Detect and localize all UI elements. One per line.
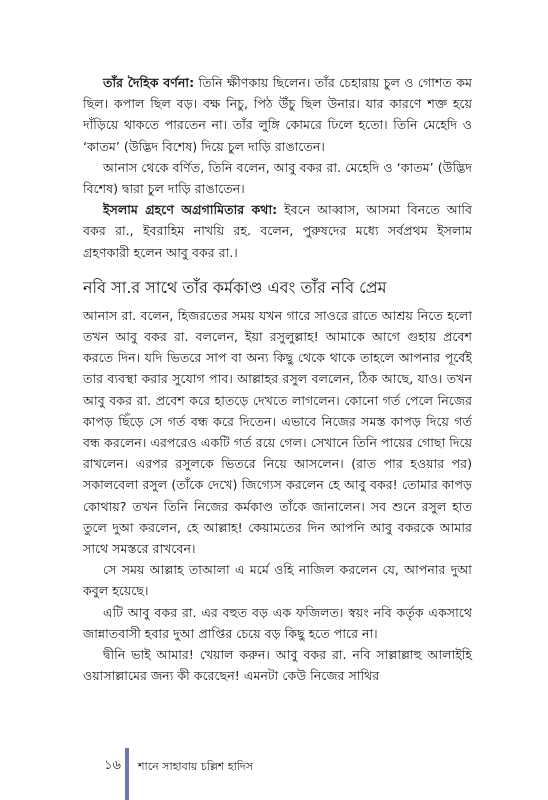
paragraph-cave-story: আনাস রা. বলেন, হিজরতের সময় যখন গারে সাওরে রাতে আশ্রয় নিতে হলো তখন আবু বকর রা. বললেন, ইয়া রসুলুল্লাহ! আমাকে আগে গুহায় প্রবেশ করতে দিন। যদি ভিতরে সাপ বা অন্য কিছু থেকে থাকে তাহলে আপনার পূর্বেই তার ব্যবস্থা করার সুযোগ পাব। আল্লাহর রসুল বললেন, ঠিক আছে, যাও। তখন আবু বকর রা. প্রবেশ করে হাতড়ে দেখতে লাগলেন। কোনো গর্ত পেলে নিজের কাপড় ছিঁড়ে সে গর্ত বন্ধ করে দিতেন। এভাবে নিজের সমস্ত কাপড় দিয়ে গর্ত বন্ধ করলেন। এরপরেও একটি গর্ত রয়ে গেল। সেখানে তিনি পায়ের গোছা দিয়ে রাখলেন। এরপর রসুলকে ভিতরে নিয়ে আসলেন। (রাত পার হওয়ার পর) সকালবেলা রসুল (তাঁকে দেখে) জিগ্যেস করলেন হে আবু বকর! তোমার কাপড় কোথায়? তখন তিনি নিজের কর্মকাণ্ড তাঁকে জানালেন। সব শুনে রসুল হাত তুলে দুআ করলেন, হে আল্লাহ! কেয়ামতের দিন আপনি আবু বকরকে আমার সাথে সমস্তরে রাখবেন। (83, 307, 472, 557)
paragraph-lead-physical-description: তাঁর দৈহিক বর্ণনা: (103, 75, 195, 90)
page-body (83, 72, 472, 686)
page-number: ১৬ (104, 758, 121, 773)
section-heading: নবি সা.র সাথে তাঁর কর্মকাণ্ড এবং তাঁর নবি প্রেম (83, 277, 387, 297)
paragraph-first-to-accept-islam (83, 199, 472, 263)
paragraph-anas-narration: আনাস থেকে বর্ণিত, তিনি বলেন, আবু বকর রা. মেহেদি ও ‘কাতম’ (উদ্ভিদ বিশেষ) দ্বারা চুল দাড়ি রাঙাতেন। (83, 159, 472, 197)
paragraph-physical-description (83, 72, 472, 157)
paragraph-revelation: সে সময় আল্লাহ তাআলা এ মর্মে ওহি নাজিল করলেন যে, আপনার দুআ কবুল হয়েছে। (83, 562, 472, 599)
paragraph-virtue: এটি আবু বকর রা. এর বহুত বড় এক ফজিলত। স্বয়ং নবি কর্তৃক একসাথে জান্নাতবাসী হবার দুআ প্রাপ্তির চেয়ে বড় কিছু হতে পারে না। (83, 604, 472, 641)
running-book-title: শানে সাহাবায় চল্লিশ হাদিস (138, 760, 253, 773)
paragraph-reflection: দ্বীনি ভাই আমার! খেয়াল করুন। আবু বকর রা. নবি সাল্লাল্লাহু আলাইহি ওয়াসাল্লামের জন্য কী করেছেন! এমনটা কেউ নিজের সাথির (83, 647, 472, 684)
paragraph-lead-first-to-accept-islam: ইসলাম গ্রহণে অগ্রগামিতার কথা: (103, 202, 278, 218)
paragraph-text: তিনি ক্ষীণকায় ছিলেন। তাঁর চেহারায় চুল ও গোশত কম ছিল। কপাল ছিল বড়। বক্ষ নিচু, পিঠ উঁচু ছিল উনার। যার কারণে শক্ত হয়ে দাঁড়িয়ে থাকতে পারতেন না। তাঁর লুঙ্গি কোমরে ঢিলে হতো। তিনি মেহেদি ও ‘কাতম’ (উদ্ভিদ বিশেষ) দিয়ে চুল দাড়ি রাঙাতেন। (83, 75, 472, 154)
footer-divider (125, 748, 129, 800)
page-footer (0, 748, 548, 800)
paragraph-text: ইবনে আব্বাস, আসমা বিনতে আবি বকর রা., ইবরাহিম নাখয়ি রহ. বলেন, পুরুষদের মধ্যে সর্বপ্রথম ইসলাম গ্রহণকারী হলেন আবু বকর রা.। (83, 202, 472, 260)
